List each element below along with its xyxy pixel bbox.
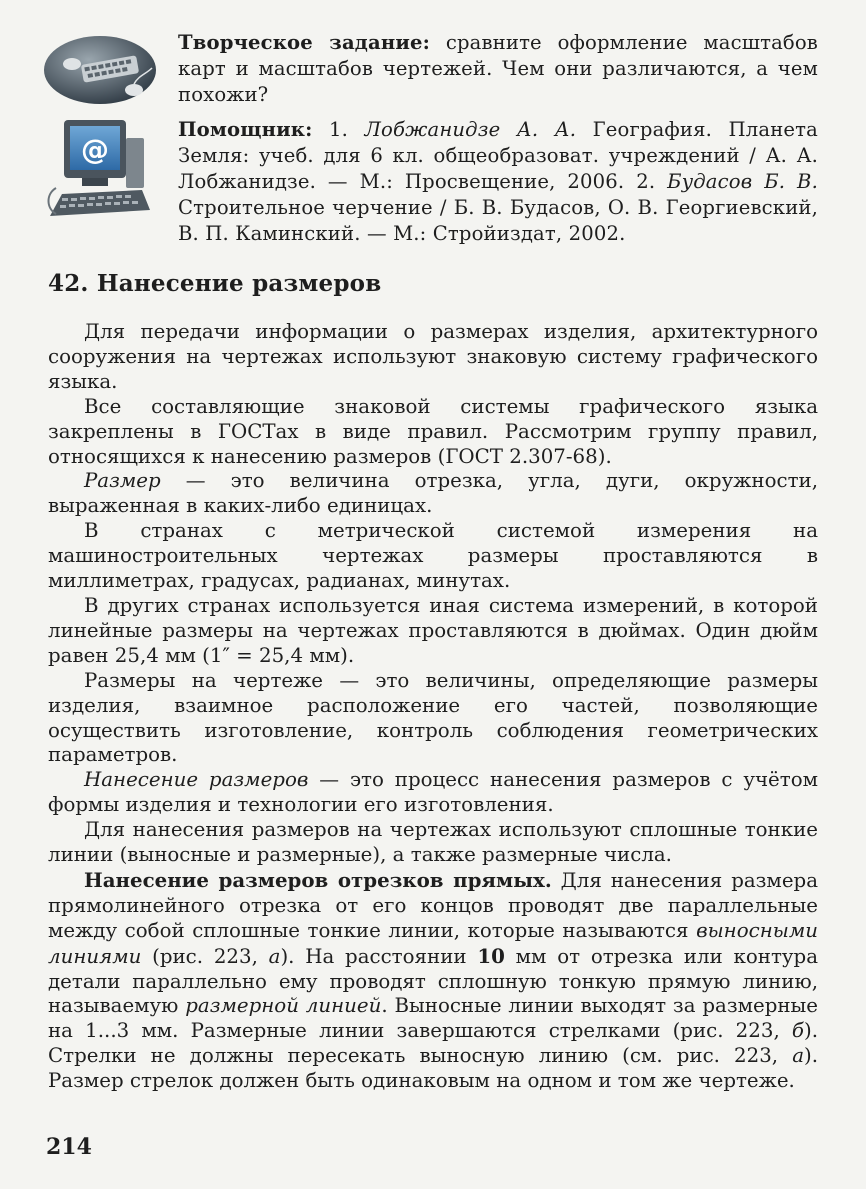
section-title: 42. Нанесение размеров	[48, 270, 382, 297]
paragraph	[48, 469, 818, 519]
figure-ref: б	[791, 1019, 804, 1043]
section-body	[48, 320, 818, 1094]
helper-label: Помощник:	[178, 118, 313, 141]
helper-author: Будасов Б. В.	[667, 170, 818, 193]
figure-ref: а	[268, 944, 281, 968]
at-symbol: @	[81, 133, 109, 166]
term: размерной линией	[185, 994, 382, 1018]
subheading: Нанесение размеров отрезков прямых.	[84, 867, 552, 892]
paragraph: В странах с метрической системой измерения на машиностроительных чертежах размеры проставляются в миллиметрах, градусах, радианах, минутах.	[48, 519, 818, 593]
term: выносными линиями	[48, 918, 818, 968]
paragraph: Для нанесения размеров на чертежах используют сплошные тонкие линии (выносные и размерные), а также размерные числа.	[48, 818, 818, 867]
helper-text: 1.	[312, 118, 365, 141]
paragraph-text: ). Стрелки не должны пересекать выносную линию (см. рис. 223,	[48, 1019, 818, 1068]
paragraph-text: мм от отрезка или контура детали параллельно ему проводят сплошную тонкую прямую линию, называемую	[48, 944, 818, 1018]
paragraph-text: . Выносные линии выходят за размерные на 1...3 мм. Размерные линии завершаются стрелками (рис. 223,	[48, 994, 818, 1043]
creative-task	[178, 30, 818, 108]
helper-author: Лобжанидзе А. А.	[364, 118, 577, 141]
helper-references	[178, 117, 818, 247]
computer-at-icon	[42, 118, 160, 220]
paragraph-text: Для нанесения размера прямолинейного отрезка от его концов проводят две параллельные между собой сплошные тонкие линии, которые называются	[48, 868, 818, 942]
paragraph	[48, 768, 818, 818]
paragraph: Для передачи информации о размерах изделия, архитектурного сооружения на чертежах используют знаковую систему графического языка.	[48, 320, 818, 393]
paragraph: Все составляющие знаковой системы графического языка закреплены в ГОСТах в виде правил. Рассмотрим группу правил, относящихся к нанесению размеров (ГОСТ 2.307-68).	[48, 394, 818, 468]
helper-text: География. Планета Земля: учеб. для 6 кл. общеобразоват. учреждений / А. А. Лобжанидзе. — М.: Просвещение, 2006. 2.	[178, 118, 818, 193]
paragraph: В других странах используется иная система измерений, в которой линейные размеры на чертежах проставляются в дюймах. Один дюйм равен 25,4 мм (1″ = 25,4 мм).	[48, 593, 818, 667]
paragraph-text: — это величина отрезка, угла, дуги, окружности, выраженная в каких-либо единицах.	[48, 469, 818, 518]
paragraph	[48, 868, 818, 1094]
paragraph: Размеры на чертеже — это величины, определяющие размеры изделия, взаимное расположение его частей, позволяющие осуществить изготовление, контроль соблюдения геометрических параметров.	[48, 668, 818, 767]
term: Нанесение размеров	[84, 768, 309, 792]
creative-task-label: Творческое задание:	[178, 31, 431, 54]
helper-text: Строительное черчение / Б. В. Будасов, О. В. Георгиевский, В. П. Каминский. — М.: Стройиздат, 2002.	[178, 196, 818, 245]
palette-icon	[42, 28, 160, 108]
paragraph-text: ). Размер стрелок должен быть одинаковым на одном и том же чертеже.	[48, 1044, 818, 1093]
paragraph-text: ). На расстоянии	[280, 944, 478, 968]
term: Размер	[84, 469, 161, 493]
paragraph-text: (рис. 223,	[141, 944, 269, 968]
paragraph-text: — это процесс нанесения размеров с учётом формы изделия и технологии его изготовления.	[48, 768, 818, 817]
page-number: 214	[46, 1134, 92, 1160]
distance-value: 10	[477, 943, 505, 968]
creative-task-text: сравните оформление масштабов карт и масштабов чертежей. Чем они различаются, а чем похожи?	[178, 31, 818, 106]
figure-ref: а	[792, 1044, 804, 1068]
